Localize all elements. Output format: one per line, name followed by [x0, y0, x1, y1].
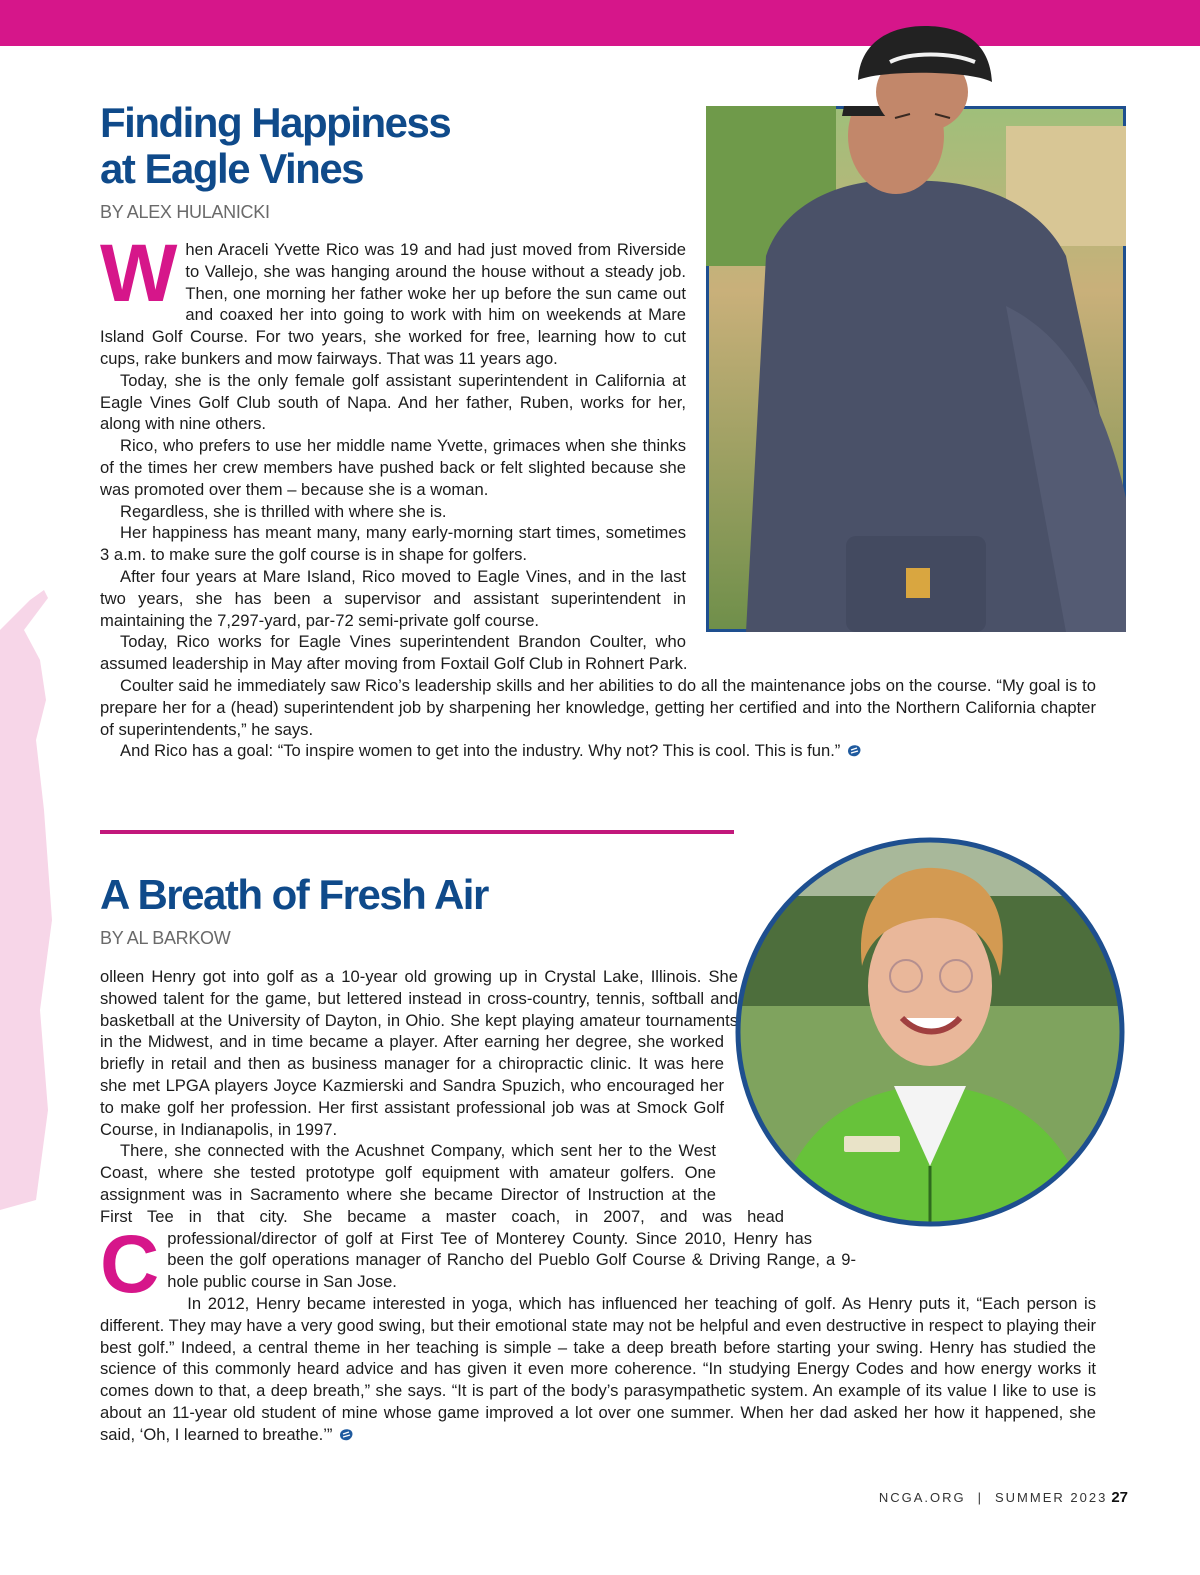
page-footer [879, 1489, 1128, 1506]
article1-paragraph: Her happiness has meant many, many early-morning start times, sometimes 3 a.m. to make sure the golf course is in shape for golfers. [100, 523, 686, 565]
footer-separator: | [977, 1490, 983, 1505]
article1-first-paragraph: When Araceli Yvette Rico was 19 and had just moved from Riverside to Vallejo, she was hanging around the house without a steady job. Then, one morning her father woke her up before the sun came out and coaxed her into going to work with him on weekends at Mare Island Golf Course. For two years, she worked for free, learning how to cut cups, rake bunkers and mow fairways. That was 11 years ago. [100, 228, 686, 368]
photo-colleen-henry [734, 836, 1126, 1228]
article1-paragraph: Rico, who prefers to use her middle name Yvette, grimaces when she thinks of the times her crew members have pushed back or felt slighted because she was promoted over them – because she is a woman. [100, 436, 686, 499]
article2-first-paragraph: C olleen Henry got into golf as a 10-year old growing up in Crystal Lake, Illinois. She showed talent for the game, but lettered instead in cross-country, tennis, softball and basketball at the University of Dayton, in Ohio. She kept playing amateur tournaments in the Midwest, and in time became a player. After earning her degree, she worked briefly in retail and then as business manager for a chiropractic clinic. It was here she met LPGA players Joyce Kazmierski and Sandra Spuzich, who encouraged her to make golf her profession. Her first assistant professional job was at Smock Golf Course, in Indianapolis, in 1997. [100, 967, 738, 1310]
article1-paragraph: Coulter said he immediately saw Rico’s leadership skills and her abilities to do all the maintenance jobs on the course. “My goal is to prepare her for a (head) superintendent job by sharpening her knowledge, getting her certified and into the Northern California chapter of superintendents,” he says. [100, 675, 1096, 739]
article1-paragraph: Today, she is the only female golf assistant superintendent in California at Eagle Vines Golf Club south of Napa. And her father, Ruben, works for her, along with nine others. [100, 370, 686, 434]
ncga-logo-icon [846, 744, 862, 757]
article1-title-line1: Finding Happiness [100, 99, 451, 146]
article1-title [100, 100, 450, 192]
golfer-silhouette-graphic [0, 590, 60, 1210]
footer-site: NCGA.ORG [878, 1490, 966, 1505]
photo-araceli-rico-head [850, 22, 1000, 132]
article1-paragraph: Regardless, she is thrilled with where she is. [120, 501, 447, 521]
article2-title: A Breath of Fresh Air [100, 871, 488, 918]
article2-dropcap: C [100, 1219, 160, 1310]
article1-paragraph: After four years at Mare Island, Rico moved to Eagle Vines, and in the last two years, she has been a supervisor and assistant superintendent in maintaining the 7,297-yard, par-72 semi-private golf course. [100, 566, 686, 630]
article2-paragraph: There, she connected with the Acushnet Company, which sent her to the West Coast, where she tested prototype golf equipment with amateur golfers. One assignment was in Sacramento where she became Director of Instruction at the First Tee in that city. She became a master coach, in 2007, and was head professional/director of golf at First Tee of Monterey County. Since 2010, Henry has been the golf operations manager of Rancho del Pueblo Golf Course & Driving Range, a 9-hole public course in San Jose. [100, 1141, 856, 1292]
article1-dropcap: W [100, 228, 178, 319]
top-color-bar [0, 0, 1200, 46]
photo-araceli-rico [706, 106, 1126, 632]
article1-byline: BY ALEX HULANICKI [100, 202, 270, 222]
article1-last-paragraph: And Rico has a goal: “To inspire women to get into the industry. Why not? This is cool. This is fun.” [100, 740, 1096, 762]
article1-title-line2: at Eagle Vines [100, 145, 364, 192]
page-number: 27 [1111, 1489, 1128, 1506]
article2-last-paragraph: In 2012, Henry became interested in yoga, which has influenced her teaching of golf. As Henry puts it, “Each person is different. They may have a very good swing, but their emotional state may not be helpful and even destructive in respect to playing their best golf.” Indeed, a central theme in her teaching is simple – take a deep breath before starting your swing. Henry has studied the science of this commonly heard advice and has given it even more coherence. “In studying Energy Codes and how energy works it comes down to that, a deep breath,” she says. “It is part of the body’s parasympathetic system. An example of its value I like to use is about an 11-year old student of mine whose game improved a lot over one summer. When her dad asked her how it happened, she said, ‘Oh, I learned to breathe.’” [100, 1293, 1096, 1444]
ncga-logo-icon [338, 1428, 354, 1441]
article1-paragraph: Today, Rico works for Eagle Vines superintendent Brandon Coulter, who assumed leadership in May after moving from Foxtail Golf Club in Rohnert Park. [100, 632, 688, 674]
section-divider [100, 830, 734, 834]
article2-byline: BY AL BARKOW [100, 928, 231, 948]
footer-issue: SUMMER 2023 [995, 1490, 1108, 1505]
